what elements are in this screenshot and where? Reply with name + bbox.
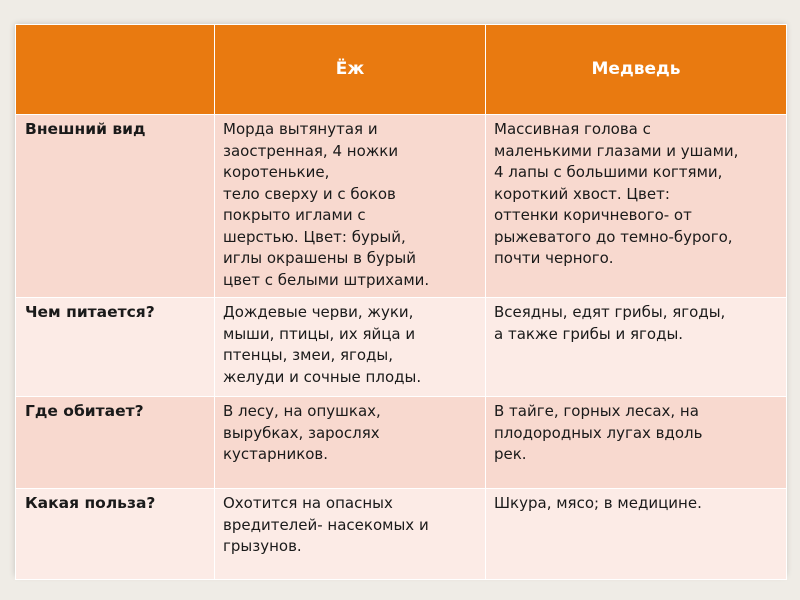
hedgehog-cell	[215, 115, 486, 298]
table-row-appearance	[16, 115, 787, 298]
comparison-table	[15, 24, 787, 580]
cell-line: Шкура, мясо; в медицине.	[494, 494, 702, 512]
cell-line: Всеядны, едят грибы, ягоды,	[494, 303, 726, 321]
header-bear: Медведь	[486, 25, 787, 115]
hedgehog-cell	[215, 298, 486, 397]
table-row-diet	[16, 298, 787, 397]
row-label: Какая польза?	[16, 489, 215, 580]
cell-line: почти черного.	[494, 249, 614, 267]
row-label: Где обитает?	[16, 397, 215, 489]
cell-line: покрыто иглами с	[223, 206, 366, 224]
hedgehog-cell	[215, 489, 486, 580]
cell-line: кустарников.	[223, 445, 329, 463]
table-row-habitat	[16, 397, 787, 489]
cell-line: вырубках, зарослях	[223, 423, 380, 442]
table-row-benefit	[16, 489, 787, 580]
bear-cell	[486, 298, 787, 397]
cell-line: мыши, птицы, их яйца и	[223, 324, 416, 343]
bear-cell	[486, 115, 787, 298]
cell-line: птенцы, змеи, ягоды,	[223, 346, 394, 364]
header-hedgehog: Ёж	[215, 25, 486, 115]
cell-line: цвет с белыми штрихами.	[223, 270, 430, 289]
slide	[15, 24, 786, 576]
bear-cell	[486, 397, 787, 489]
header-row	[16, 25, 787, 115]
row-label: Чем питается?	[16, 298, 215, 397]
cell-line: Морда вытянутая и	[223, 120, 378, 138]
cell-line: тело сверху и с боков	[223, 184, 396, 203]
cell-line: а также грибы и ягоды.	[494, 324, 684, 343]
bear-cell	[486, 489, 787, 580]
cell-line: грызунов.	[223, 537, 302, 555]
cell-line: иглы окрашены в бурый	[223, 249, 417, 267]
cell-line: коротенькие,	[223, 163, 330, 181]
cell-line: заостренная, 4 ножки	[223, 141, 399, 160]
cell-line: Охотится на опасных	[223, 494, 393, 512]
cell-line: короткий хвост. Цвет:	[494, 184, 670, 203]
cell-line: рыжеватого до темно-бурого,	[494, 227, 733, 246]
cell-line: плодородных лугах вдоль	[494, 423, 703, 442]
cell-line: оттенки коричневого- от	[494, 206, 692, 224]
cell-line: маленькими глазами и ушами,	[494, 141, 739, 160]
cell-line: желуди и сочные плоды.	[223, 367, 422, 386]
cell-line: В лесу, на опушках,	[223, 402, 381, 420]
header-corner-cell	[16, 25, 215, 115]
hedgehog-cell	[215, 397, 486, 489]
cell-line: рек.	[494, 445, 527, 463]
cell-line: В тайге, горных лесах, на	[494, 402, 699, 420]
cell-line: вредителей- насекомых и	[223, 515, 429, 534]
cell-line: Массивная голова с	[494, 120, 651, 138]
cell-line: Дождевые черви, жуки,	[223, 303, 414, 321]
cell-line: шерстью. Цвет: бурый,	[223, 227, 406, 246]
cell-line: 4 лапы с большими когтями,	[494, 163, 723, 181]
row-label: Внешний вид	[16, 115, 215, 298]
